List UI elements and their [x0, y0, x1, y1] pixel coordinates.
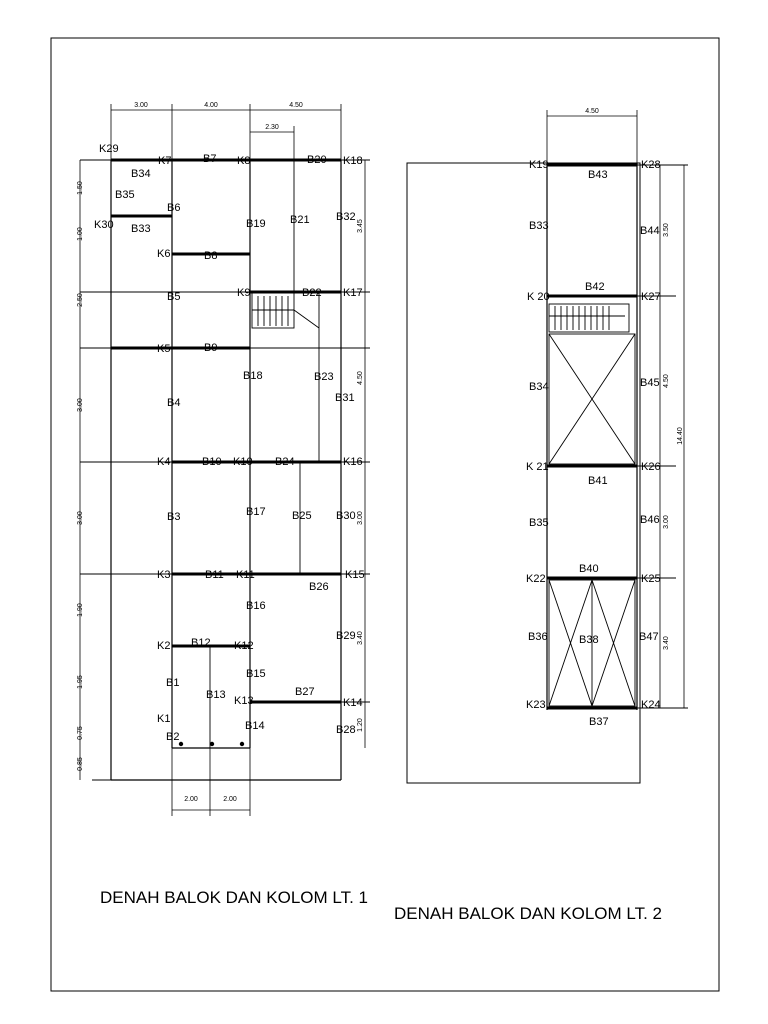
- column-label: K11: [236, 569, 255, 581]
- plan2-beam-lines: [547, 165, 688, 708]
- beam-label: B2: [166, 731, 180, 743]
- plan2-top-dim: 4.50: [585, 108, 599, 115]
- plan1-left-dim: 1.00: [77, 227, 84, 241]
- beam-label: B33: [529, 220, 549, 232]
- beam-label: B9: [204, 342, 218, 354]
- beam-label: B44: [640, 225, 660, 237]
- plan1-left-dim: 1.90: [77, 603, 84, 617]
- plan2-right-dim: 3.00: [663, 515, 670, 529]
- beam-label: B35: [115, 189, 135, 201]
- plan1-left-dim: 0.85: [77, 757, 84, 771]
- beam-label: B16: [246, 600, 266, 612]
- column-label: K26: [641, 461, 661, 473]
- plan1-top-dim-2: 4.00: [204, 102, 218, 109]
- column-label: K17: [343, 287, 363, 299]
- column-label: K10: [233, 456, 253, 468]
- beam-label: B47: [639, 631, 659, 643]
- plan1-right-dim: 1.20: [357, 718, 364, 732]
- plan1-dimensions: [80, 104, 365, 816]
- beam-label: B33: [131, 223, 151, 235]
- beam-label: B17: [246, 506, 266, 518]
- beam-label: B40: [579, 563, 599, 575]
- column-marker: [210, 742, 214, 746]
- column-label: K3: [157, 569, 171, 581]
- beam-label: B8: [204, 250, 218, 262]
- column-label: K9: [237, 287, 251, 299]
- column-label: K7: [158, 155, 172, 167]
- plan1-left-dim: 1.95: [77, 675, 84, 689]
- beam-label: B12: [191, 637, 211, 649]
- plan1-top-dim-3: 4.50: [289, 102, 303, 109]
- beam-label: B45: [640, 377, 660, 389]
- beam-label: B37: [589, 716, 609, 728]
- plan1-right-dim: 3.45: [357, 219, 364, 233]
- beam-label: B26: [309, 581, 329, 593]
- beam-label: B35: [529, 517, 549, 529]
- beam-label: B28: [336, 724, 356, 736]
- plan1-top-sub-dim: 2.30: [265, 124, 279, 131]
- plan1-title: DENAH BALOK DAN KOLOM LT. 1: [100, 888, 368, 907]
- plan1-beam-lines: [80, 160, 370, 702]
- column-label: K25: [641, 573, 661, 585]
- beam-label: B14: [245, 720, 265, 732]
- column-marker: [179, 742, 183, 746]
- beam-label: B34: [131, 168, 151, 180]
- column-label: K16: [343, 456, 363, 468]
- beam-label: B10: [202, 456, 222, 468]
- column-label: K1: [157, 713, 171, 725]
- floor-plan-lt2: [394, 108, 688, 923]
- beam-label: B19: [246, 218, 266, 230]
- column-label: K18: [343, 155, 363, 167]
- plan1-bottom-dim-2: 2.00: [223, 796, 237, 803]
- column-label: K 21: [526, 461, 549, 473]
- beam-label: B11: [205, 569, 224, 581]
- plan2-title: DENAH BALOK DAN KOLOM LT. 2: [394, 904, 662, 923]
- column-label: K12: [234, 640, 254, 652]
- beam-label: B32: [336, 211, 356, 223]
- plan1-bottom-dim-1: 2.00: [184, 796, 198, 803]
- beam-label: B1: [166, 677, 180, 689]
- column-label: K28: [641, 159, 661, 171]
- beam-label: B42: [585, 281, 605, 293]
- sheet-border: [51, 38, 719, 991]
- beam-label: B5: [167, 291, 181, 303]
- beam-label: B38: [579, 634, 599, 646]
- column-label: K15: [345, 569, 365, 581]
- column-label: K22: [526, 573, 546, 585]
- beam-label: B18: [243, 370, 263, 382]
- plan1-left-dim: 3.00: [77, 398, 84, 412]
- plan2-total-dim: 14.40: [677, 427, 684, 445]
- plan1-left-dim: 2.50: [77, 293, 84, 307]
- beam-label: B22: [302, 287, 322, 299]
- beam-label: B36: [528, 631, 548, 643]
- column-label: K19: [529, 159, 549, 171]
- beam-label: B6: [167, 202, 181, 214]
- column-label: K29: [99, 143, 119, 155]
- beam-label: B31: [335, 392, 355, 404]
- beam-label: B15: [246, 668, 266, 680]
- column-label: K27: [641, 291, 661, 303]
- beam-label: B24: [275, 456, 295, 468]
- beam-label: B41: [588, 475, 608, 487]
- beam-label: B46: [640, 514, 660, 526]
- beam-label: B4: [167, 397, 181, 409]
- plan2-right-dim: 4.50: [663, 374, 670, 388]
- plan1-left-dim: 3.00: [77, 511, 84, 525]
- column-marker: [240, 742, 244, 746]
- beam-label: B3: [167, 511, 181, 523]
- beam-label: B30: [336, 510, 356, 522]
- column-label: K2: [157, 640, 171, 652]
- beam-label: B34: [529, 381, 549, 393]
- floor-plan-lt1: [77, 102, 370, 907]
- beam-label: B23: [314, 371, 334, 383]
- column-label: K23: [526, 699, 546, 711]
- plan2-right-dim: 3.40: [663, 636, 670, 650]
- plan1-right-dim: 4.50: [357, 371, 364, 385]
- plan1-right-dim: 3.40: [357, 631, 364, 645]
- column-label: K4: [157, 456, 171, 468]
- column-label: K8: [237, 155, 251, 167]
- plan2-right-dim: 3.50: [663, 223, 670, 237]
- column-label: K14: [343, 697, 363, 709]
- column-label: K5: [157, 343, 171, 355]
- beam-label: B43: [588, 169, 608, 181]
- column-label: K6: [157, 248, 171, 260]
- beam-label: B25: [292, 510, 312, 522]
- beam-label: B20: [307, 154, 327, 166]
- column-label: K13: [234, 695, 254, 707]
- column-label: K30: [94, 219, 114, 231]
- beam-label: B27: [295, 686, 315, 698]
- beam-label: B7: [203, 153, 217, 165]
- beam-label: B13: [206, 689, 226, 701]
- plan1-left-dim: 1.50: [77, 181, 84, 195]
- column-label: K24: [641, 699, 661, 711]
- beam-label: B29: [336, 630, 356, 642]
- plan1-top-dim-1: 3.00: [134, 102, 148, 109]
- plan1-left-dim: 0.75: [77, 726, 84, 740]
- plan2-outline: [407, 163, 640, 783]
- beam-label: B21: [290, 214, 310, 226]
- column-label: K 20: [527, 291, 550, 303]
- plan1-right-dim: 3.00: [357, 511, 364, 525]
